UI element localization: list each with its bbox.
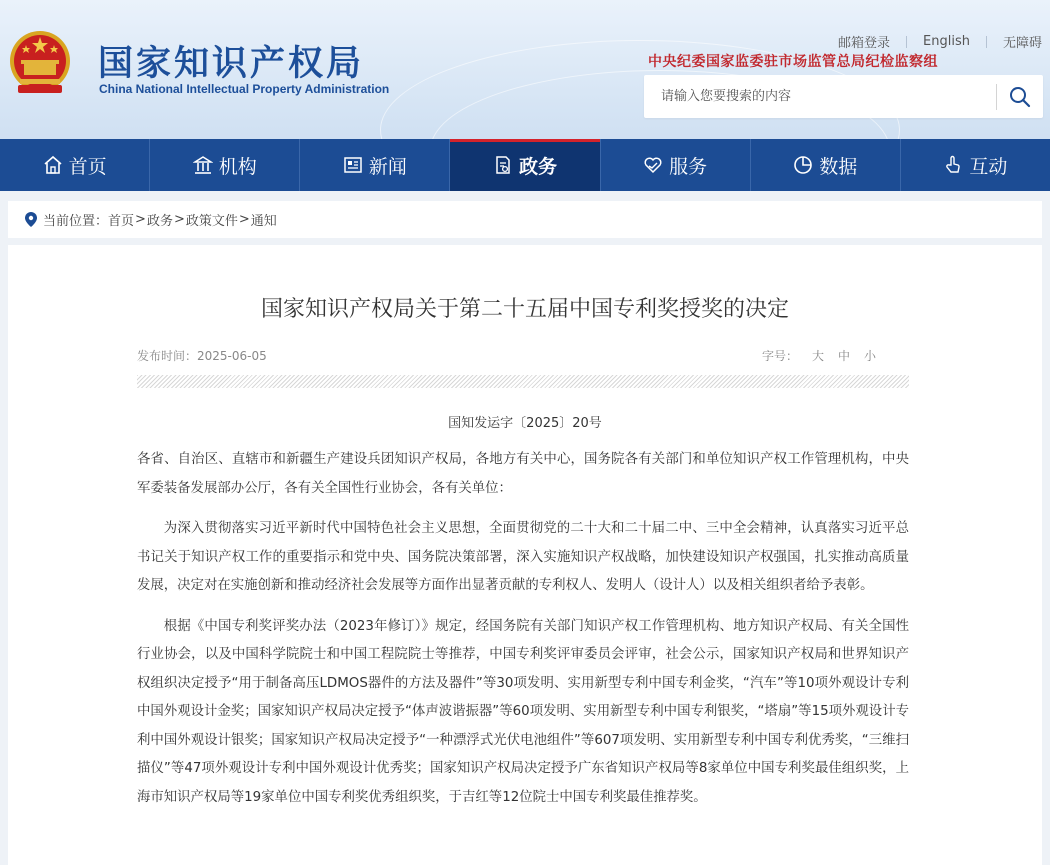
- search-input[interactable]: [644, 75, 996, 118]
- newspaper-icon: [343, 155, 363, 175]
- publish-label: 发布时间：: [137, 349, 198, 363]
- nav-label: 数据: [819, 155, 858, 178]
- nav-label: 政务: [518, 155, 557, 178]
- building-icon: [193, 155, 213, 175]
- breadcrumb-government-affairs[interactable]: 政务: [146, 214, 173, 229]
- national-emblem-icon[interactable]: [8, 27, 72, 97]
- search-button[interactable]: [997, 75, 1043, 118]
- link-separator: [986, 36, 987, 48]
- nav-item-news[interactable]: [300, 139, 450, 191]
- hatched-divider: [137, 375, 909, 388]
- nav-label: 新闻: [368, 155, 407, 178]
- breadcrumb-separator: >: [135, 212, 146, 227]
- nav-item-data[interactable]: [751, 139, 901, 191]
- site-header: [0, 0, 1050, 139]
- font-size-large-button[interactable]: 大: [811, 349, 824, 363]
- main-nav: [0, 139, 1050, 191]
- nav-item-government-affairs[interactable]: [450, 139, 600, 191]
- search-box: [644, 75, 1043, 118]
- breadcrumb: [8, 201, 1042, 238]
- breadcrumb-home[interactable]: 首页: [108, 214, 135, 229]
- supervision-link[interactable]: 中央纪委国家监委驻市场监管总局纪检监察组: [648, 54, 938, 70]
- breadcrumb-separator: >: [238, 212, 250, 227]
- pie-chart-icon: [793, 155, 813, 175]
- hand-pointer-icon: [943, 155, 963, 175]
- article-panel: [8, 245, 1042, 865]
- nav-label: 机构: [218, 155, 257, 178]
- nav-label: 服务: [669, 155, 708, 178]
- logo-english[interactable]: China National Intellectual Property Administration: [99, 82, 390, 96]
- breadcrumb-separator: >: [173, 212, 185, 227]
- document-number: 国知发运字〔2025〕20号: [448, 416, 602, 431]
- font-size-label: 字号：: [761, 349, 798, 363]
- breadcrumb-prefix: 当前位置：: [43, 214, 109, 229]
- font-size-medium-button[interactable]: 中: [837, 349, 850, 363]
- heart-hand-icon: [643, 155, 663, 175]
- body-paragraph: 为深入贯彻落实习近平新时代中国特色社会主义思想，全面贯彻党的二十大和二十届二中、三中全会精神，认真落实习近平总书记关于知识产权工作的重要指示和党中央、国务院决策部署，深入实施知识产权战略，加快建设知识产权强国，扎实推动高质量发展，决定对在实施创新和推动经济社会发展等方面作出显著贡献的专利权人、发明人（设计人）以及相关组织者给予表彰。: [137, 521, 909, 593]
- breadcrumb-notice[interactable]: 通知: [250, 214, 277, 229]
- article-body: [137, 446, 909, 824]
- breadcrumb-policy-documents[interactable]: 政策文件: [185, 214, 238, 229]
- link-separator: [906, 36, 907, 48]
- salutation-paragraph: 各省、自治区、直辖市和新疆生产建设兵团知识产权局，各地方有关中心，国务院各有关部门和单位知识产权工作管理机构，中央军委装备发展部办公厅，各有关全国性行业协会，各有关单位：: [137, 452, 909, 496]
- article-title: 国家知识产权局关于第二十五届中国专利奖授奖的决定: [260, 297, 789, 322]
- nav-item-organization[interactable]: [150, 139, 300, 191]
- body-paragraph: 根据《中国专利奖评奖办法（2023年修订）》规定，经国务院有关部门知识产权工作管理机构、地方知识产权局、有关全国性行业协会，以及中国科学院院士和中国工程院院士等推荐，中国专利奖评审委员会评审，社会公示，国家知识产权局和世界知识产权组织决定授予“用于制备高压LDMOS器件的方法及器件”等30项发明、实用新型专利中国专利金奖，“汽车”等10项外观设计专利中国外观设计金奖；国家知识产权局决定授予“体声波谐振器”等60项发明、实用新型专利中国专利银奖，“塔扇”等15项外观设计专利中国外观设计银奖；国家知识产权局决定授予“一种漂浮式光伏电池组件”等607项发明、实用新型专利中国专利优秀奖，“三维扫描仪”等47项外观设计专利中国外观设计优秀奖；国家知识产权局决定授予广东省知识产权局等8家单位中国专利奖最佳组织奖，上海市知识产权局等19家单位中国专利奖优秀组织奖，于吉红等12位院士中国专利奖最佳推荐奖。: [137, 618, 909, 805]
- publish-date: 2025-06-05: [197, 349, 267, 363]
- publish-info: [137, 347, 267, 364]
- logo-chinese[interactable]: 国家知识产权局: [98, 44, 365, 84]
- mail-login-link[interactable]: 邮箱登录: [838, 36, 891, 51]
- nav-label: 首页: [68, 155, 107, 178]
- accessibility-link[interactable]: 无障碍: [1002, 36, 1042, 51]
- nav-label: 互动: [969, 155, 1008, 178]
- font-size-small-button[interactable]: 小: [863, 349, 876, 363]
- top-links: [838, 32, 1042, 51]
- search-icon: [1009, 86, 1031, 108]
- home-icon: [43, 155, 63, 175]
- location-pin-icon: [25, 212, 37, 227]
- document-icon: [493, 155, 513, 175]
- nav-item-home[interactable]: [0, 139, 150, 191]
- english-link[interactable]: English: [923, 34, 970, 49]
- nav-item-services[interactable]: [601, 139, 751, 191]
- nav-item-interaction[interactable]: [901, 139, 1050, 191]
- font-size-controls: [762, 347, 876, 364]
